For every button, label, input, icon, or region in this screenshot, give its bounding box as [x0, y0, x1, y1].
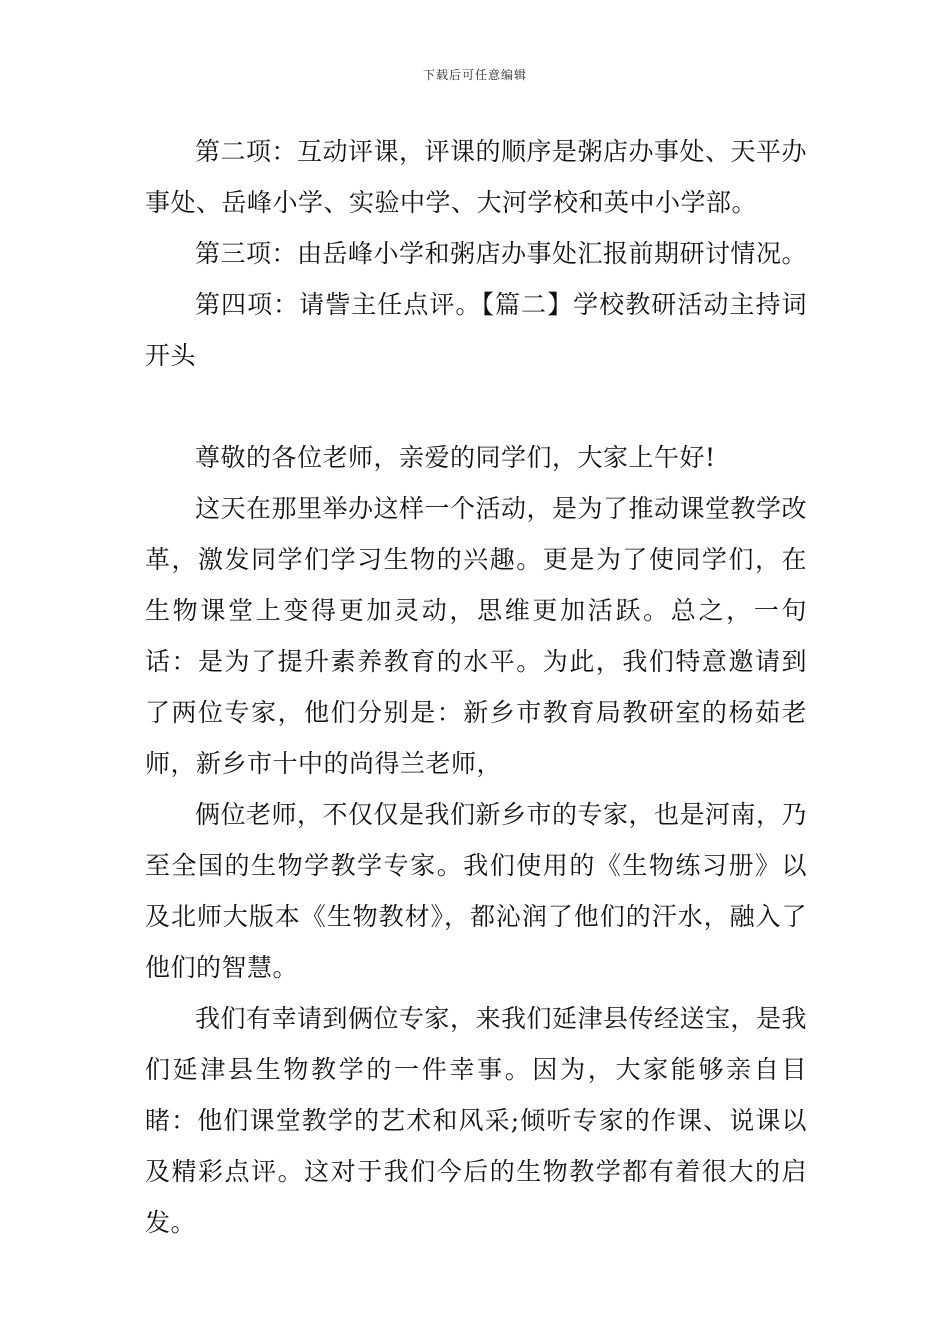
paragraph-spacer — [145, 381, 807, 432]
experts-paragraph: 俩位老师，不仅仅是我们新乡市的专家，也是河南，乃至全国的生物学教学专家。我们使用的《生物练习册》以及北师大版本《生物教材》，都沁润了他们的汗水，融入了他们的智慧。 — [145, 800, 808, 982]
intro-paragraph: 这天在那里举办这样一个活动，是为了推动课堂教学改革，激发同学们学习生物的兴趣。更是为了使同学们，在生物课堂上变得更加灵动，思维更加活跃。总之，一句话：是为了提升素养教育的水平。为此，我们特意邀请到了两位专家，他们分别是：新乡市教育局教研室的杨茹老师，新乡市十中的尚得兰老师， — [145, 494, 808, 778]
significance-paragraph: 我们有幸请到俩位专家，来我们延津县传经送宝，是我们延津县生物教学的一件幸事。因为，大家能够亲自目睹：他们课堂教学的艺术和风采;倾听专家的作课、说课以及精彩点评。这对于我们今后的生物教学都有着很大的启发。 — [145, 1004, 808, 1237]
document-body — [145, 126, 807, 1248]
paragraph-item-3: 第三项：由岳峰小学和粥店办事处汇报前期研讨情况。 — [195, 239, 808, 268]
paragraph-item-2: 第二项：互动评课，评课的顺序是粥店办事处、天平办事处、岳峰小学、实验中学、大河学校和英中小学部。 — [145, 137, 808, 217]
paragraph-item-4: 第四项：请訾主任点评。【篇二】学校教研活动主持词开头 — [145, 290, 807, 370]
greeting-paragraph: 尊敬的各位老师，亲爱的同学们，大家上午好! — [195, 443, 716, 472]
page-header-note: 下载后可任意编辑 — [422, 68, 527, 82]
